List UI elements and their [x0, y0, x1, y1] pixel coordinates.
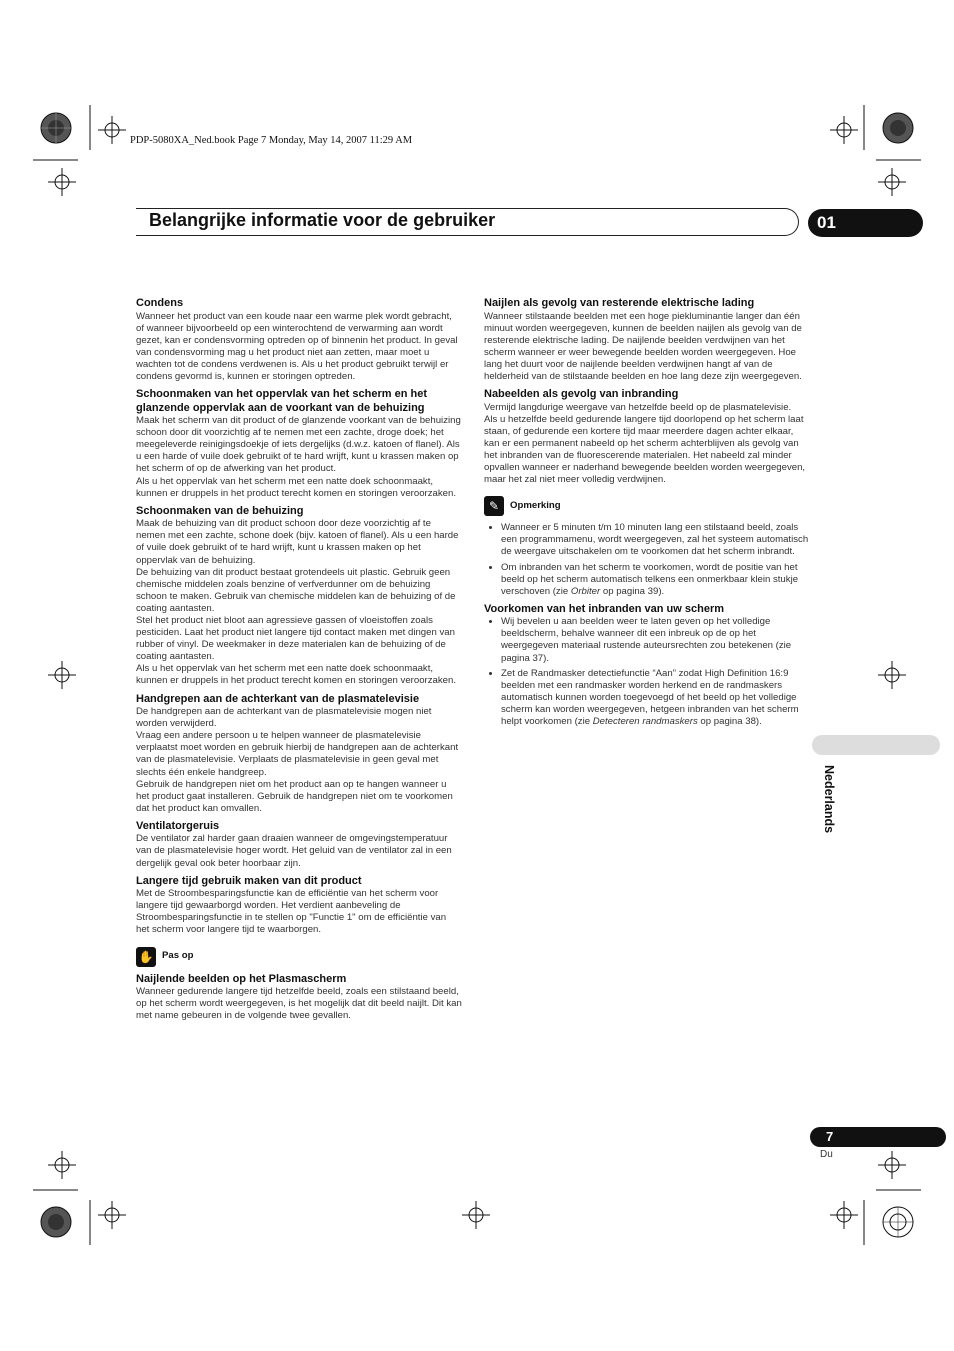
chapter-number-badge: 01	[808, 209, 923, 237]
page-language-code: Du	[820, 1149, 833, 1160]
registration-mark-top-right	[882, 112, 914, 149]
remark-label: Opmerking	[510, 500, 561, 512]
file-info-line: PDP-5080XA_Ned.book Page 7 Monday, May 14, 2007 11:29 AM	[130, 135, 413, 146]
list-item: • Wanneer er 5 minuten t/m 10 minuten lang een stilstaand beeld, zoals een programmamenu, wordt weergegeven, zal het systeem automatisch de weergave uitschakelen om te voorkomen dat het scherm inbrandt.	[501, 522, 810, 558]
section-heading: Voorkomen van het inbranden van uw scherm	[484, 602, 725, 615]
paragraph: De behuizing van dit product bestaat grotendeels uit plastic. Gebruik geen chemische middelen zoals benzine of verfverdunner om de behuizing schoon te maken. Gebruik van chemische middelen kan de behuizing of de coating aantasten.	[136, 566, 456, 614]
paragraph: Als u het oppervlak van het scherm met een natte doek schoonmaakt, kunnen er druppels in het product terecht komen en storingen veroorzaken.	[136, 663, 456, 687]
paragraph: De handgrepen aan de achterkant van de plasmatelevisie mogen niet worden verwijderd.	[136, 706, 432, 730]
paragraph: Wanneer het product van een koude naar een warme plek wordt gebracht, of wanneer bijvoorbeeld op een winterochtend de verwarming aan wordt gezet, kan er condensvorming optreden op of binnenin het product. In geval van condensvorming mag u het product niet aan zetten, maar moet u wachten tot de condens verdwenen is. Als u het product gebruikt terwijl er condens gevormd is, kunnen er storingen optreden.	[136, 310, 458, 382]
section-heading: Schoonmaken van het oppervlak van het scherm en het glanzende oppervlak aan de voorkant van de behuizing	[136, 388, 427, 414]
paragraph: Als u het oppervlak van het scherm met een natte doek schoonmaakt, kunnen er druppels in het product terecht komen en storingen veroorzaken.	[136, 475, 456, 499]
paragraph: Als u hetzelfde beeld gedurende langere tijd doorlopend op het scherm laat staan, of gedurende een kortere tijd maar meerdere dagen achter elkaar, kan er een permanent nabeeld op het scherm achterblijven als gevolg van het inbranden van de fluorescerende materialen. Het nabeeld zal minder opvallen wanneer er naderhand bewegende beelden worden weergegeven, maar het zal niet meer volledig verdwijnen.	[484, 413, 806, 486]
list-item: • Wij bevelen u aan beelden weer te laten geven op het volledige beeldscherm, behalve wanneer dit een inbreuk op de op het weergegeven materiaal rustende auteursrechten zou betekenen (zie pagina 37).	[501, 616, 810, 664]
text-column-left	[136, 297, 462, 1022]
section-heading: Nabeelden als gevolg van inbranding	[484, 388, 679, 401]
language-label: Nederlands	[822, 765, 836, 834]
paragraph: Vermijd langdurige weergave van hetzelfde beeld op de plasmatelevisie.	[484, 401, 792, 413]
section-heading: Naijlende beelden op het Plasmascherm	[136, 972, 347, 985]
registration-mark-top-left	[40, 112, 72, 149]
chapter-title: Belangrijke informatie voor de gebruiker	[149, 210, 496, 230]
paragraph: De ventilator zal harder gaan draaien wanneer de omgevingstemperatuur van de plasmatelevisie hoger wordt. Het geluid van de ventilator zal in een dergelijk geval ook beter hoorbaar zijn.	[136, 833, 452, 869]
language-tab-label-wrap	[822, 765, 842, 845]
registration-mark-bottom-right	[882, 1206, 914, 1243]
pencil-icon: ✎	[484, 496, 504, 516]
caution-note	[136, 947, 462, 967]
section-heading: Langere tijd gebruik maken van dit product	[136, 874, 362, 887]
paragraph: Wanneer gedurende langere tijd hetzelfde beeld, zoals een stilstaand beeld, op het scherm wordt weergegeven, is het mogelijk dat dit beeld naijlt. Dit kan met name gebeuren in de volgende twee gevallen.	[136, 986, 462, 1022]
list-item: • Om inbranden van het scherm te voorkomen, wordt de positie van het beeld op het scherm automatisch telkens een onmerkbaar klein stukje verschoven (zie Orbiter op pagina 39).	[501, 562, 810, 598]
text-column-right	[484, 297, 810, 731]
page-number-badge: 7	[810, 1127, 946, 1147]
section-heading: Schoonmaken van de behuizing	[136, 504, 304, 517]
section-heading: Condens	[136, 297, 184, 309]
registration-mark-bottom-left	[40, 1206, 72, 1243]
section-heading: Naijlen als gevolg van resterende elektrische lading	[484, 297, 755, 309]
paragraph: Maak het scherm van dit product of de glanzende voorkant van de behuizing schoon door dit voorzichtig af te nemen met een zachte, droge doek; het meegeleverde reinigingsdoekje of iets dergelijks (d.w.z. katoen of flanel). Als u een harde of vuile doek gebruikt of te hard wrijft, kunt u krassen maken op het scherm of op de afwerking van het product.	[136, 415, 461, 475]
paragraph: Met de Stroombesparingsfunctie kan de efficiëntie van het scherm voor langere tijd gewaarborgd worden. Het verdient aanbeveling de Stroombesparingsfunctie in te stellen op "Functie 1" om de efficiëntie van het scherm voor langere tijd te waarborgen.	[136, 888, 447, 936]
language-tab	[812, 735, 940, 755]
hand-icon: ✋	[136, 947, 156, 967]
section-heading: Ventilatorgeruis	[136, 819, 220, 832]
remark-list	[484, 522, 810, 598]
paragraph: Vraag een andere persoon u te helpen wanneer de plasmatelevisie verplaatst moet worden en gebruik hierbij de handgrepen aan de achterkant van de plasmatelevisie. Verplaats de plasmatelevisie in geen geval met slechts één enkele handgreep.	[136, 730, 459, 778]
paragraph: Gebruik de handgrepen niet om het product aan op te hangen wanneer u het product gaat installeren. Gebruik de handgrepen niet om te voorkomen dat het product kan omvallen.	[136, 778, 453, 814]
section-heading: Handgrepen aan de achterkant van de plasmatelevisie	[136, 692, 420, 705]
list-item: • Zet de Randmasker detectiefunctie “Aan” zodat High Definition 16:9 beelden met een randmasker worden herkend en de randmaskers automatisch kunnen worden toegevoegd of het beeld op het volledige scherm kan worden weergegeven, hetgeen inbranden van het scherm helpt voorkomen (zie Detecteren randmaskers op pagina 38).	[501, 668, 810, 728]
remark-note	[484, 496, 810, 516]
paragraph: Maak de behuizing van dit product schoon door deze voorzichtig af te nemen met een zachte, schone doek (bijv. katoen of flanel). Als u een harde of vuile doek gebruikt of te hard wrijft, kunt u krassen maken op het oppervlak van de behuizing.	[136, 518, 459, 566]
burn-in-list	[484, 616, 810, 728]
caution-label: Pas op	[162, 950, 194, 962]
paragraph: Wanneer stilstaande beelden met een hoge piekluminantie langer dan één minuut worden weergegeven, kunnen de beelden naijlen als gevolg van de resterende elektrische lading. De naijlende beelden verdwijnen van het scherm wanneer er weer bewegende beelden worden weergegeven. Hoe lang het duurt voor de naijlende beelden verdwijnen hangt af van de helderheid van de stilstaande beelden en hoe lang deze zijn weergegeven.	[484, 310, 802, 382]
paragraph: Stel het product niet bloot aan agressieve gassen of vloeistoffen zoals pesticiden. Laat het product niet langere tijd contact maken met dingen van rubber of vinyl. De weekmaker in deze materialen kan de behuizing of de coating aantasten.	[136, 614, 455, 663]
